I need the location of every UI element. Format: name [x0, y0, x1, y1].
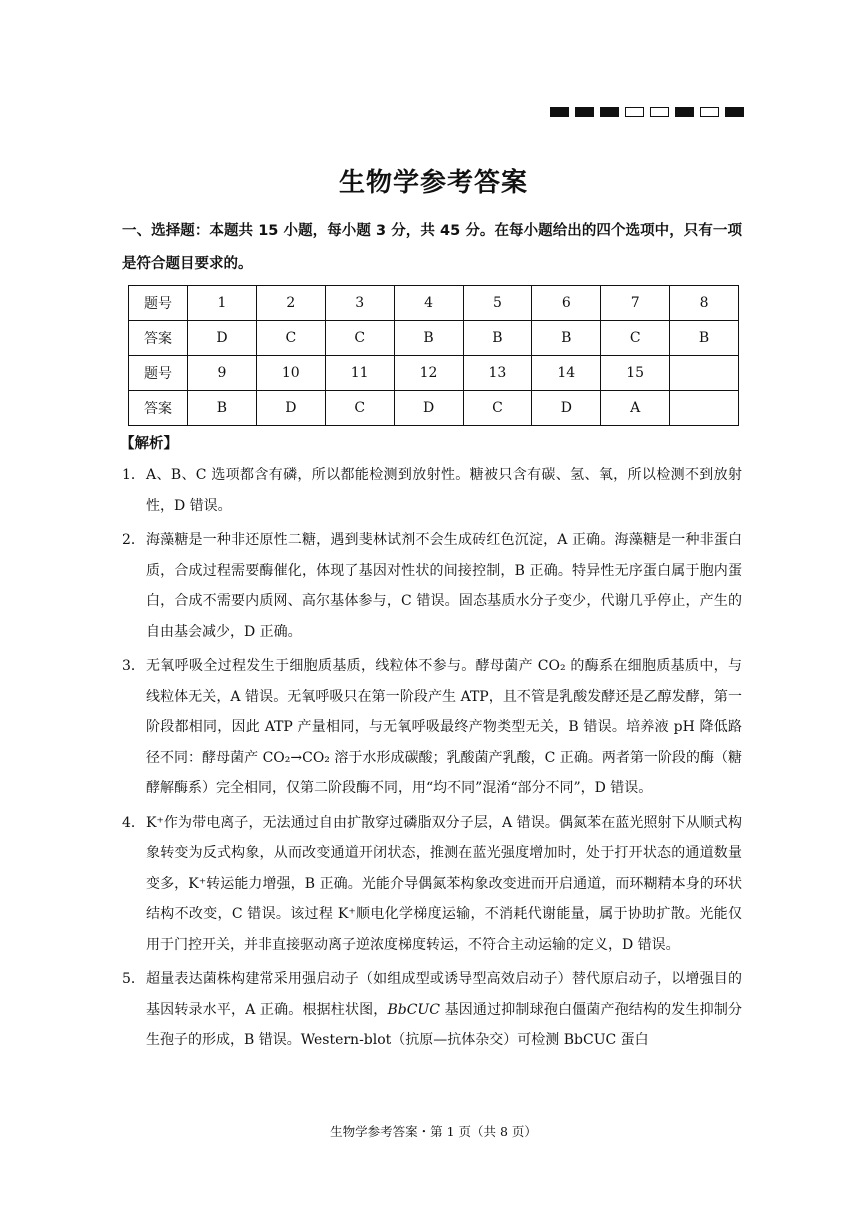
row-header-cell: 题号 — [129, 286, 188, 321]
table-cell: C — [601, 321, 670, 356]
table-row — [129, 356, 739, 391]
analysis-item-2 — [122, 525, 742, 647]
code-mark-empty — [650, 107, 669, 117]
item-text: K⁺作为带电离子，无法通过自由扩散穿过磷脂双分子层，A 错误。偶氮苯在蓝光照射下从顺式构象转变为反式构象，从而改变通道开闭状态，推测在蓝光强度增加时，处于打开状态的通道数量变多，K⁺转运能力增强，B 正确。光能介导偶氮苯构象改变进而开启通道，而环糊精本身的环状结构不改变，C 错误。该过程 K⁺顺电化学梯度运输，不消耗代谢能量，属于协助扩散。光能仅用于门控开关，并非直接驱动离子逆浓度梯度转运，不符合主动运输的定义，D 错误。 — [146, 814, 742, 953]
table-cell: 10 — [256, 356, 325, 391]
item-number: 5． — [122, 971, 145, 987]
table-cell: B — [188, 391, 257, 426]
table-cell — [670, 356, 739, 391]
row-header-cell: 题号 — [129, 356, 188, 391]
table-cell: 15 — [601, 356, 670, 391]
code-mark-filled — [675, 107, 694, 117]
table-cell: 6 — [532, 286, 601, 321]
table-cell: 8 — [670, 286, 739, 321]
row-header-cell: 答案 — [129, 321, 188, 356]
answer-table — [128, 285, 739, 426]
table-cell: 12 — [394, 356, 463, 391]
code-mark-filled — [550, 107, 569, 117]
table-cell: 4 — [394, 286, 463, 321]
table-cell: C — [463, 391, 532, 426]
table-row — [129, 321, 739, 356]
table-cell: C — [325, 321, 394, 356]
table-cell: 3 — [325, 286, 394, 321]
table-cell: 2 — [256, 286, 325, 321]
code-mark-filled — [600, 107, 619, 117]
item-number: 3． — [122, 658, 145, 674]
analysis-item-3 — [122, 651, 742, 804]
item-text: A、B、C 选项都含有磷，所以都能检测到放射性。糖被只含有碳、氢、氧，所以检测不到放射性，D 错误。 — [146, 467, 742, 514]
analysis-list — [122, 460, 742, 1060]
table-cell: B — [394, 321, 463, 356]
code-mark-filled — [725, 107, 744, 117]
table-cell: D — [256, 391, 325, 426]
page-footer: 生物学参考答案・第 1 页（共 8 页） — [330, 1124, 537, 1139]
table-cell: B — [670, 321, 739, 356]
item-text — [146, 964, 742, 1056]
analysis-item-5 — [122, 964, 742, 1056]
row-header-cell: 答案 — [129, 391, 188, 426]
page-title: 生物学参考答案 — [338, 168, 528, 198]
table-cell: A — [601, 391, 670, 426]
page-code-marks — [550, 107, 744, 117]
gene-name: BbCUC — [387, 1001, 440, 1018]
table-cell: D — [188, 321, 257, 356]
analysis-item-1 — [122, 460, 742, 521]
table-cell: 14 — [532, 356, 601, 391]
analysis-label: 【解析】 — [120, 436, 178, 452]
item-number: 4． — [122, 814, 145, 831]
table-cell: 7 — [601, 286, 670, 321]
item-text-part: 基因通过抑制球孢白僵菌产孢结构的发生抑制分生孢子的形成，B 错误。Western-blot（抗原—抗体杂交）可检测 BbCUC 蛋白 — [146, 1001, 742, 1048]
code-mark-filled — [575, 107, 594, 117]
table-cell: B — [463, 321, 532, 356]
code-mark-empty — [625, 107, 644, 117]
item-number: 2． — [122, 532, 145, 548]
item-text: 海藻糖是一种非还原性二糖，遇到斐林试剂不会生成砖红色沉淀，A 正确。海藻糖是一种非蛋白质，合成过程需要酶催化，体现了基因对性状的间接控制，B 正确。特异性无序蛋白属于胞内蛋白，合成不需要内质网、高尔基体参与，C 错误。固态基质水分子变少，代谢几乎停止，产生的自由基会减少，D 正确。 — [146, 532, 742, 640]
item-text: 无氧呼吸全过程发生于细胞质基质，线粒体不参与。酵母菌产 CO₂ 的酶系在细胞质基质中，与线粒体无关，A 错误。无氧呼吸只在第一阶段产生 ATP，且不管是乳酸发酵还是乙醇发酵，第一阶段都相同，因此 ATP 产量相同，与无氧呼吸最终产物类型无关，B 错误。培养液 pH 降低路径不同：酵母菌产 CO₂→CO₂ 溶于水形成碳酸；乳酸菌产乳酸，C 正确。两者第一阶段的酶（糖酵解酶系）完全相同，仅第二阶段酶不同，用“均不同”混淆“部分不同”，D 错误。 — [146, 658, 742, 796]
table-row — [129, 286, 739, 321]
table-cell: D — [394, 391, 463, 426]
table-cell: 13 — [463, 356, 532, 391]
table-cell: 1 — [188, 286, 257, 321]
table-cell — [670, 391, 739, 426]
table-cell: C — [256, 321, 325, 356]
item-text-part: 超量表达菌株构建常采用强启动子（如组成型或诱导型高效启动子）替代原启动子，以增强目的基因转录水平，A 正确。根据柱状图， — [146, 971, 742, 1018]
table-cell: C — [325, 391, 394, 426]
table-row — [129, 391, 739, 426]
item-number: 1． — [122, 467, 145, 483]
table-cell: 5 — [463, 286, 532, 321]
code-mark-empty — [700, 107, 719, 117]
section-heading: 一、选择题：本题共 15 小题，每小题 3 分，共 45 分。在每小题给出的四个选项中，只有一项是符合题目要求的。 — [122, 223, 742, 272]
table-cell: B — [532, 321, 601, 356]
analysis-item-4 — [122, 808, 742, 961]
table-cell: 11 — [325, 356, 394, 391]
table-cell: D — [532, 391, 601, 426]
table-cell: 9 — [188, 356, 257, 391]
